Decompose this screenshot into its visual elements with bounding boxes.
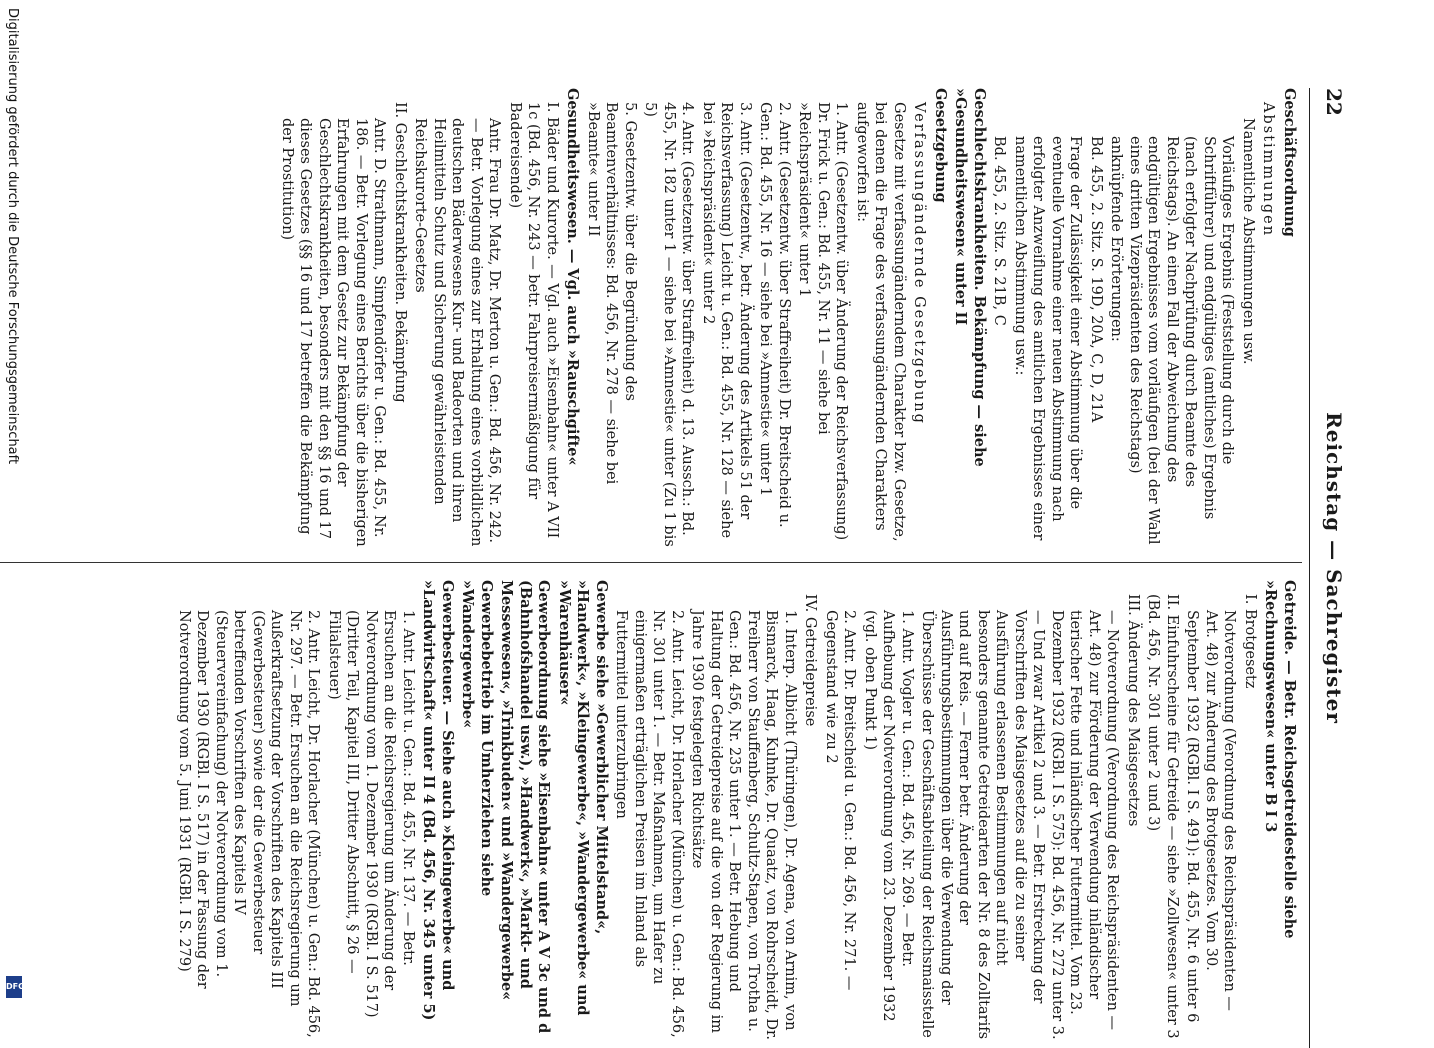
register-entry: 2. Antr. Dr. Breitscheid u. Gen.: Bd. 456, Nr. 271. — Gegenstand wie zu 2 <box>823 610 858 991</box>
left-column <box>276 88 1299 548</box>
register-entry: I. Brotgesetz <box>1242 594 1258 689</box>
register-entry: — Notverordnung (Verordnung des Reichspräsidenten — Art. 48) zur Förderung der Verwendung inländischer tierischer Fette und inländischer Futtermittel. Vom 23. Dezember 1932 (RGBl. I S. 575): Bd. 456, Nr. 272 unter 3. — Und zwar Artikel 2 und 3. — Betr. Erstreckung der Vorschriften des Maisgesetzes auf die zu seiner Ausführung erlassenen Bestimmungen auf nicht besonders genannte Getreidearten der Nr. 8 des Zolltarifs und auf Reis. — Ferner betr. Änderung der Ausführungsbestimmungen über die Verwendung der Überschüsse der Geschäftsabteilung der Reichsmaisstelle <box>919 610 1121 1040</box>
register-entry: III. Änderung des Maisgesetzes <box>1125 594 1141 827</box>
register-entry: Verfassungändernde Gesetzgebung <box>911 102 928 425</box>
register-entry: Geschäftsordnung <box>1281 88 1298 237</box>
register-entry: IV. Getreidepreise <box>802 594 819 727</box>
register-entry: Gesetze mit verfassungänderndem Charakter bzw. Gesetze, bei denen die Frage des verfassungändernden Charakters aufgeworfen ist: <box>854 102 907 542</box>
register-entry: 1. Antr. Vogler u. Gen.: Bd. 456, Nr. 269. — Betr. Aufhebung der Notverordnung vom 23. Dezember 1932 (vgl. oben Punkt 1) <box>862 610 915 1022</box>
register-entry: Geschlechtskrankheiten. Bekämpfung — siehe »Gesundheitswesen« unter II <box>952 88 988 467</box>
register-entry: Gesetzgebung <box>932 88 949 203</box>
register-entry: Frage der Zulässigkeit einer Abstimmung über die eventuelle Vornahme einer neuen Abstimmung nach erfolgter Anzweiflung des amtlichen Ergebnisses einer namentlichen Abstimmung usw.: <box>1012 136 1084 541</box>
running-title: Reichstag — Sachregister <box>1322 412 1346 724</box>
register-entry: 4. Antr. (Gesetzentw. über Straffreiheit) d. 13. Aussch.: Bd. 455, Nr. 182 unter 1 — siehe bei »Amnestie« unter (Zu 1 bis 5) <box>642 102 696 547</box>
register-entry: 5. Gesetzentw. über die Begründung des Beamtenverhältnisses: Bd. 456, Nr. 278 — siehe bei »Beamte« unter II <box>585 102 638 485</box>
register-entry: 2. Antr. Leicht, Dr. Horlacher (München) u. Gen.: Bd. 456, Nr. 301 unter 1. — Betr. Maßnahmen, um Hafer zu einigermaßen erträglichen Preisen im Inland als Futtermittel unterzubringen <box>613 610 685 1038</box>
register-entry: II. Einfuhrscheine für Getreide — siehe »Zollwesen« unter 3 (Bd. 456, Nr. 301 unter 2 und 3) <box>1145 594 1180 1039</box>
register-entry: Getreide. — Betr. Reichsgetreidestelle siehe »Rechnungswesen« unter B I 3 <box>1262 580 1298 939</box>
register-entry: Gewerbe siehe »Gewerblicher Mittelstand«, »Handwerk«, »Kleingewerbe«, »Wandergewerbe« und »Warenhäuser« <box>556 580 610 1016</box>
funding-note: Digitalisierung gefördert durch die Deutsche Forschungsgemeinschaft <box>5 8 20 465</box>
register-entry: 3. Antr. (Gesetzentw., betr. Änderung des Artikels 51 der Reichsverfassung) Leicht u. Gen.: Bd. 455, Nr. 128 — siehe bei »Reichspräsident« unter 2 <box>700 102 753 539</box>
register-entry: Namentliche Abstimmungen usw. <box>1240 118 1256 365</box>
register-entry: Bd. 455, 2. Sitz. S. 21B, C <box>991 136 1008 326</box>
register-entry: Vorläufiges Ergebnis (Feststellung durch die Schriftführer) und endgültiges (amtliches) Ergebnis (nach erfolgter Nachprüfung durch Beamte des Reichstags). An einen Fall der Abweichung des endgültigen Ergebnisses vom vorläufigen (bei der Wahl eines dritten Vizepräsidenten des Reichstags) anknüpfende Erörterungen: <box>1108 136 1236 545</box>
register-entry: Gesundheitswesen. — Vgl. auch »Rauschgifte« <box>564 88 582 466</box>
register-entry: 1. Antr. (Gesetzentw. über Änderung der Reichsverfassung) Dr. Frick u. Gen.: Bd. 455, Nr. 11 — siehe bei »Reichspräsident« unter 1 <box>796 102 850 541</box>
page-number: 22 <box>1322 88 1346 116</box>
register-entry: 2. Antr. Leicht, Dr. Horlacher (München) u. Gen.: Bd. 456, Nr. 297. — Betr. Ersuchen an die Reichsregierung um Außerkraftsetzung der Vorschriften des Kapitels III (Gewerbesteuer) sowie der die Gewerbesteuer betreffenden Vorschriften des Kapitels IV (Steuervereinfachung) der Notverordnung vom 1. Dezember 1930 (RGBl. I S. 517) in der Fassung der Notverordnung vom 5. Juni 1931 (RGBl. I S. 279) <box>176 610 322 1038</box>
register-entry: Bd. 455, 2. Sitz. S. 19D, 20A, C, D, 21A <box>1088 136 1104 423</box>
register-entry: Notverordnung (Verordnung des Reichspräsidenten — Art. 48) zur Änderung des Brotgesetzes. Vom 30. September 1932 (RGBl. I S. 491): Bd. 455, Nr. 6 unter 6 <box>1184 610 1238 1023</box>
register-entry: I. Bäder und Kurorte. — Vgl. auch »Eisenbahn« unter A VII 1c (Bd. 456, Nr. 243 — betr. Fahrpreisermäßigung für Badereisende) <box>507 102 560 539</box>
register-entry: Antr. Frau Dr. Matz, Dr. Merton u. Gen.: Bd. 456, Nr. 242. — Betr. Vorlegung eines zur Erhaltung eines vorbildlichen deutschen Bäderwesens Kur- und Badeorten und ihren Heilmitteln Schutz und Sicherung gewährleistenden Reichskurorte-Gesetzes <box>412 118 503 547</box>
document-page <box>0 88 1350 1048</box>
register-entry: Antr. D. Strathmann, Simpfendörfer u. Gen.: Bd. 455, Nr. 186. — Betr. Vorlegung eines Berichts über die bisherigen Erfahrungen mit dem Gesetz zur Bekämpfung der Geschlechtskrankheiten, besonders mit den §§ 16 und 17 dieses Gesetzes (§§ 16 und 17 betreffen die Bekämpfung der Prostitution) <box>279 118 388 547</box>
page-header <box>1309 88 1350 1048</box>
register-entry: Gewerbebetrieb im Umherziehen siehe »Wandergewerbe« <box>459 580 495 897</box>
register-entry: Gewerbesteuer. — Siehe auch »Kleingewerbe« und »Landwirtschaft« unter II 4 (Bd. 456, Nr. 345 unter 5) <box>420 580 456 1021</box>
register-entry: 1. Antr. Leicht u. Gen.: Bd. 455, Nr. 137. — Betr. Ersuchen an die Reichsregierung um Änderung der Notverordnung vom 1. Dezember 1930 (RGBl. I S. 517) (Dritter Teil, Kapitel III, Dritter Abschnitt, § 26 — Filialsteuer) <box>326 610 416 1018</box>
column-divider <box>0 562 1302 563</box>
register-entry: 2. Antr. (Gesetzentw. über Straffreiheit) Dr. Breitscheid u. Gen.: Bd. 455, Nr. 16 — siehe bei »Amnestie« unter 1 <box>757 102 792 528</box>
dfg-logo: DFG <box>6 976 22 998</box>
register-entry: Gewerbeordnung siehe »Eisenbahn« unter A V 3c und d (Bahnhofshandel usw.), »Handwerk«, »Markt- und Messewesen«, »Trinkbuden« und »Wandergewerbe« <box>498 580 553 1034</box>
register-entry: 1. Interp. Albicht (Thüringen), Dr. Agena, von Arnim, von Bismarck, Haag, Kuhnke, Dr. Quaatz, von Rohrscheidt, Dr. Freiherr von Stauffenberg, Schultz-Stapen, von Trotha u. Gen.: Bd. 456, Nr. 235 unter 1. — Betr. Hebung und Haltung der Getreidepreise auf die von der Regierung im Jahre 1930 festgelegten Richtsätze <box>689 610 798 1040</box>
page-footer <box>4 8 24 998</box>
right-column <box>173 580 1299 1040</box>
register-entry: II. Geschlechtskrankheiten. Bekämpfung <box>392 102 408 403</box>
register-entry: Abstimmungen <box>1260 102 1277 238</box>
